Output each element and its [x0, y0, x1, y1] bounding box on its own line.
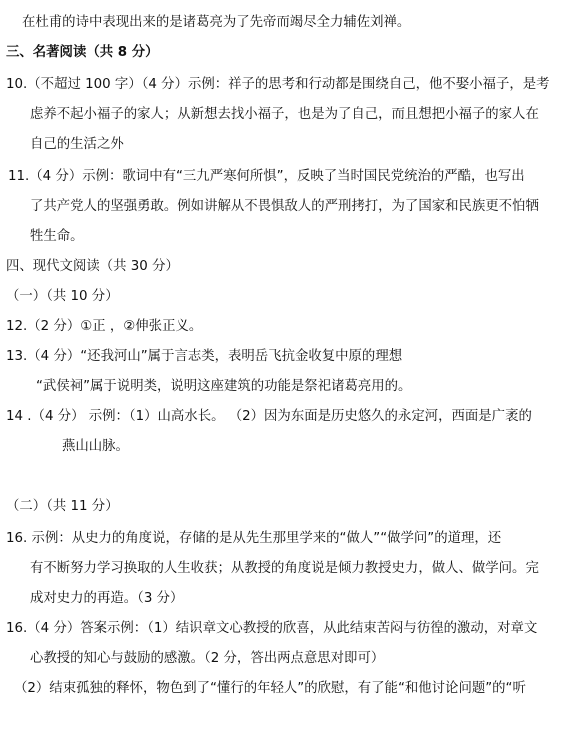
section-heading: 三、名著阅读（共 8 分）: [6, 45, 159, 60]
text-line: 成对史力的再造。（3 分）: [30, 591, 184, 606]
section-heading: 四、现代文阅读（共 30 分）: [6, 259, 179, 274]
text-line: 自己的生活之外: [30, 137, 124, 152]
text-line: 心教授的知心与鼓励的感激。（2 分，答出两点意思对即可）: [30, 651, 385, 666]
text-line: 有不断努力学习换取的人生收获；从教授的角度说是倾力教授史力，做人、做学问。完: [30, 561, 539, 576]
text-line: 了共产党人的坚强勇敢。例如讲解从不畏惧敌人的严刑拷打，为了国家和民族更不怕牺: [30, 199, 539, 214]
text-line: 16. 示例：从史力的角度说，存储的是从先生那里学来的“做人”“做学问”的道理，还: [6, 531, 502, 546]
text-line: 12.（2 分）①正 ，②伸张正义。: [6, 319, 203, 334]
text-line: （2）结束孤独的释怀，物色到了“懂行的年轻人”的欣慰，有了能“和他讨论问题”的“听: [14, 681, 526, 696]
text-line: “武侯祠”属于说明类，说明这座建筑的功能是祭祀诸葛亮用的。: [36, 379, 412, 394]
text-line: 在杜甫的诗中表现出来的是诸葛亮为了先帝而竭尽全力辅佐刘禅。: [22, 15, 411, 30]
subsection-heading: （一）（共 10 分）: [6, 289, 119, 304]
text-line: 11.（4 分）示例：歌词中有“三九严寒何所惧”，反映了当时国民党统治的严酷，也写出: [8, 169, 525, 184]
text-line: 10.（不超过 100 字）（4 分）示例：祥子的思考和行动都是围绕自己，他不娶小福子，是考: [6, 77, 550, 92]
text-line: 虑养不起小福子的家人；从新想去找小福子，也是为了自己，而且想把小福子的家人在: [30, 107, 539, 122]
text-line: 牲生命。: [30, 229, 84, 244]
subsection-heading: （二）（共 11 分）: [6, 499, 119, 514]
text-line: 16.（4 分）答案示例：（1）结识章文心教授的欣喜，从此结束苦闷与彷徨的激动，对章文: [6, 621, 538, 636]
text-line: 13.（4 分）“还我河山”属于言志类，表明岳飞抗金收复中原的理想: [6, 349, 403, 364]
text-line: 14 .（4 分） 示例：（1）山高水长。 （2）因为东面是历史悠久的永定河，西面是广袤的: [6, 409, 532, 424]
text-line: 燕山山脉。: [62, 439, 129, 454]
